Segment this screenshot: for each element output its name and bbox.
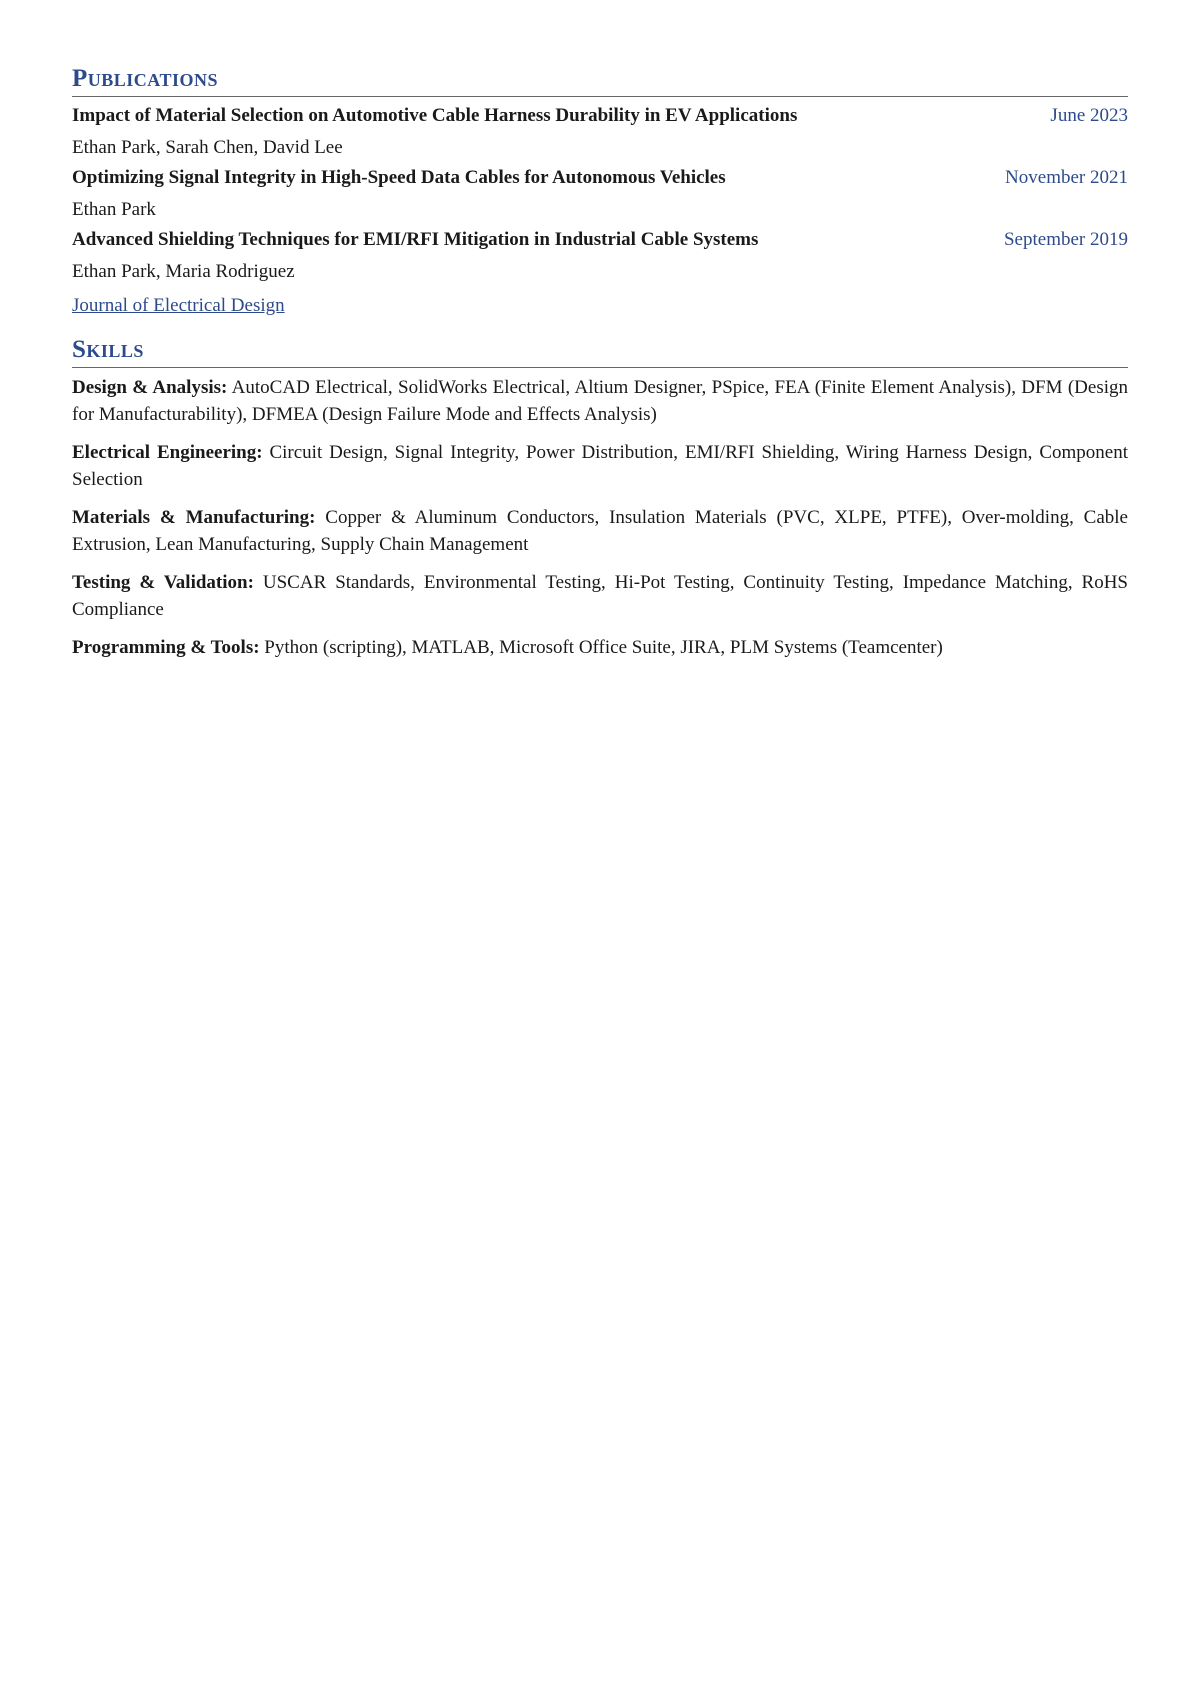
publication-date: June 2023 [1050, 105, 1128, 126]
publications-section [72, 64, 1128, 319]
skills-section [72, 335, 1128, 661]
publication-authors: Ethan Park, Maria Rodriguez [72, 261, 295, 282]
publication-title: Impact of Material Selection on Automotive Cable Harness Durability in EV Applications [72, 105, 798, 126]
publication-authors: Ethan Park, Sarah Chen, David Lee [72, 137, 343, 158]
skill-item [72, 374, 1128, 428]
skill-text: USCAR Standards, Environmental Testing, Hi-Pot Testing, Continuity Testing, Impedance Matching, RoHS Compliance [72, 572, 1128, 620]
skill-item [72, 569, 1128, 623]
publication-item [72, 103, 1128, 161]
publication-item [72, 165, 1128, 223]
publication-authors: Ethan Park [72, 199, 156, 220]
publication-title: Advanced Shielding Techniques for EMI/RFI Mitigation in Industrial Cable Systems [72, 229, 759, 250]
publication-date: November 2021 [1005, 167, 1128, 188]
skill-label: Testing & Validation: [72, 572, 254, 593]
journal-link[interactable]: Journal of Electrical Design [72, 295, 285, 316]
skill-item [72, 634, 1128, 661]
skill-label: Design & Analysis: [72, 377, 228, 398]
skill-text: Python (scripting), MATLAB, Microsoft Office Suite, JIRA, PLM Systems (Teamcenter) [259, 637, 943, 658]
skill-text: Copper & Aluminum Conductors, Insulation Materials (PVC, XLPE, PTFE), Over-molding, Cable Extrusion, Lean Manufacturing, Supply Chain Management [72, 507, 1128, 555]
resume-page [72, 64, 1128, 672]
skill-label: Programming & Tools: [72, 637, 260, 658]
skill-text: Circuit Design, Signal Integrity, Power Distribution, EMI/RFI Shielding, Wiring Harness Design, Component Selection [72, 442, 1128, 490]
skill-item [72, 439, 1128, 493]
skill-label: Materials & Manufacturing: [72, 507, 316, 528]
section-title: Skills [72, 335, 1128, 368]
publication-item [72, 227, 1128, 285]
section-title: Publications [72, 64, 1128, 97]
publication-date: September 2019 [1003, 229, 1128, 250]
skill-label: Electrical Engineering: [72, 442, 263, 463]
skill-item [72, 504, 1128, 558]
publication-title: Optimizing Signal Integrity in High-Speed Data Cables for Autonomous Vehicles [72, 167, 726, 188]
skill-text: AutoCAD Electrical, SolidWorks Electrical, Altium Designer, PSpice, FEA (Finite Element Analysis), DFM (Design for Manufacturability), DFMEA (Design Failure Mode and Effects Analysis) [72, 377, 1128, 425]
